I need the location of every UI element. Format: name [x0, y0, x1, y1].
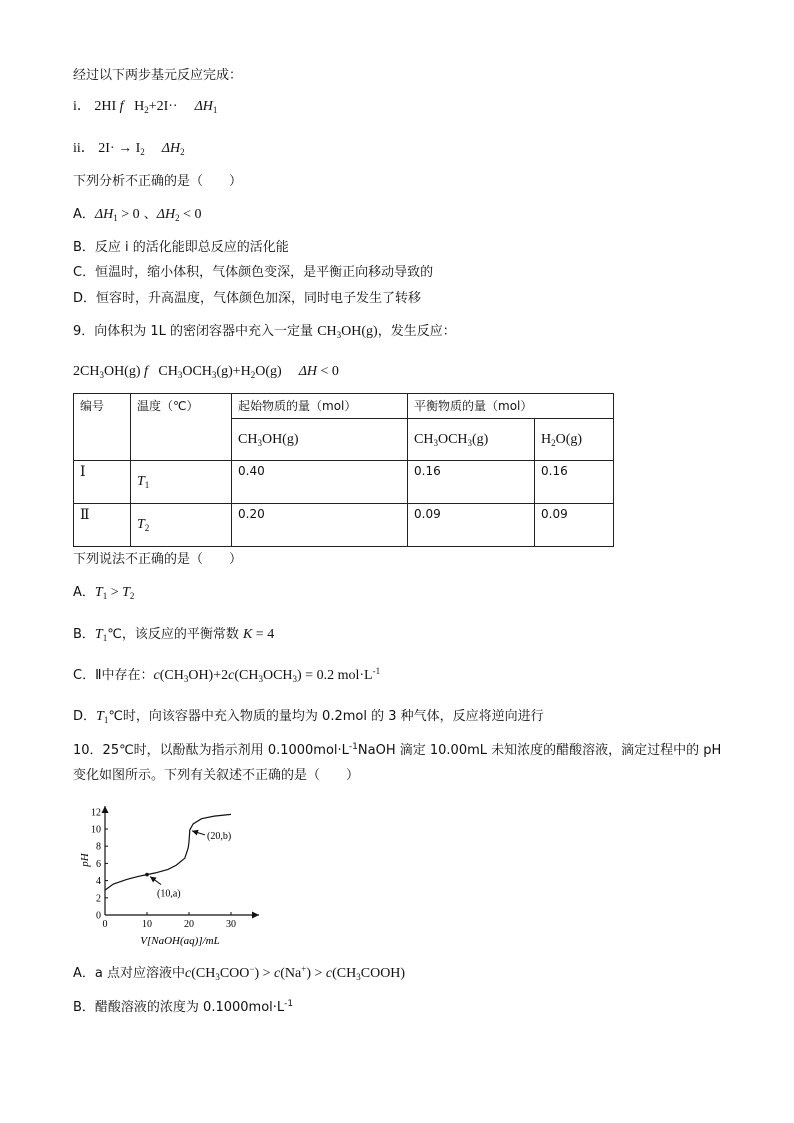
y-tick-label: 0	[96, 910, 101, 922]
intro-text: 经过以下两步基元反应完成：	[73, 68, 243, 83]
y-tick-label: 12	[91, 807, 101, 819]
step-i-equilibrium-symbol: f	[119, 99, 124, 114]
x-tick-label: 0	[102, 919, 108, 930]
q8-option-a: A．$\Delta H_1 > 0$ 、$\Delta H_2 < 0$	[73, 207, 202, 223]
q9-option-b: B．$T_1℃$，该反应的平衡常数 K = 4	[73, 627, 275, 643]
q9-stem: 9．向体积为 1L 的密闭容器中充入一定量 $CH_3OH(g)$，发生反应：	[73, 324, 456, 340]
titration-chart	[75, 800, 275, 952]
point-a-arrow	[150, 877, 161, 885]
y-tick-label: 8	[96, 841, 101, 853]
step-ii-product: $I_2$	[135, 141, 145, 157]
y-axis-label: pH	[79, 853, 91, 867]
equilibrium-symbol: f	[144, 364, 148, 379]
step-i-lhs: 2HI	[94, 99, 117, 114]
q8-stem: 下列分析不正确的是（ ）	[73, 174, 243, 189]
q10-option-a: A．a 点对应溶液中$c(CH_3COO^-) > c(Na^+)$ > $c(CH_3COOH)$	[73, 964, 406, 982]
step-i-rhs: $H_2+2I\cdot\cdot$	[134, 99, 178, 115]
q8-option-c: C．恒温时，缩小体积，气体颜色变深，是平衡正向移动导致的	[73, 265, 434, 280]
point-a-marker	[145, 873, 149, 877]
table-row: Ⅱ $T_2$ 0.20 0.09 0.09	[74, 504, 614, 547]
y-tick-label: 2	[96, 893, 101, 905]
table-header-number: 编号	[74, 394, 131, 461]
q9-option-d: D．$T_1℃$时，向该容器中充入物质的量均为 0.2mol 的 3 种气体，反应将逆向进行	[73, 709, 544, 725]
step-i	[73, 99, 217, 115]
point-b-arrow	[192, 831, 205, 835]
y-tick-label: 4	[96, 876, 101, 888]
table-subheader-ch3oh: $CH_3OH(g)$	[232, 419, 408, 461]
step-ii	[73, 141, 185, 157]
table-header-start: 起始物质的量（mol）	[232, 394, 408, 419]
table-subheader-h2o: $H_2O(g)$	[535, 419, 614, 461]
q10-stem-line1: 10．25℃时，以酚酞为指示剂用 $0.1000mol\cdot L^{-1}NaOH$ 滴定 10.00mL 未知浓度的醋酸溶液，滴定过程中的 pH	[73, 742, 722, 758]
table-subheader-ch3och3: $CH_3OCH_3(g)$	[408, 419, 535, 461]
step-i-enthalpy: $\Delta H_1$	[194, 99, 218, 115]
q10-option-b: B．醋酸溶液的浓度为 $0.1000mol\cdot L^{-1}$	[73, 999, 294, 1015]
x-tick-label: 20	[184, 919, 194, 930]
table-header-equilibrium: 平衡物质的量（mol）	[408, 394, 614, 419]
step-ii-lhs: 2I·	[98, 141, 115, 156]
ph-curve	[105, 814, 231, 890]
step-ii-enthalpy: $\Delta H_2$	[161, 141, 185, 157]
arrow-icon: →	[118, 141, 133, 156]
q9-option-c: C．Ⅱ中存在：$c(CH_3OH)+2c(CH_3OCH_3) = 0.2$ $mol\cdot L^{-1}$	[73, 666, 381, 684]
q9-question: 下列说法不正确的是（ ）	[73, 552, 243, 567]
y-tick-label: 6	[96, 858, 101, 870]
x-tick-label: 30	[226, 919, 236, 930]
point-b-label: (20,b)	[207, 830, 232, 842]
q9-reaction: $2CH_3OH(g)$ f $CH_3OCH_3(g)+H_2O(g) \Delta H < 0$	[73, 364, 339, 380]
table-header-temperature: 温度（℃）	[131, 394, 232, 461]
x-axis-label: V[NaOH(aq)]/mL	[140, 935, 220, 947]
equilibrium-table	[73, 393, 614, 547]
q9-option-a: A．$T_1 > T_2$	[73, 585, 135, 601]
q10-stem-line2: 变化如图所示。下列有关叙述不正确的是（ ）	[73, 768, 360, 783]
y-tick-label: 10	[91, 824, 101, 836]
table-row: Ⅰ $T_1$ 0.40 0.16 0.16	[74, 461, 614, 504]
q8-option-d: D．恒容时，升高温度，气体颜色加深，同时电子发生了转移	[73, 291, 422, 306]
step-ii-label: ii．	[73, 141, 95, 156]
x-tick-label: 10	[142, 919, 152, 930]
q8-option-b: B．反应 i 的活化能即总反应的活化能	[73, 240, 289, 255]
point-a-label: (10,a)	[157, 888, 181, 900]
step-i-label: i．	[73, 99, 91, 114]
